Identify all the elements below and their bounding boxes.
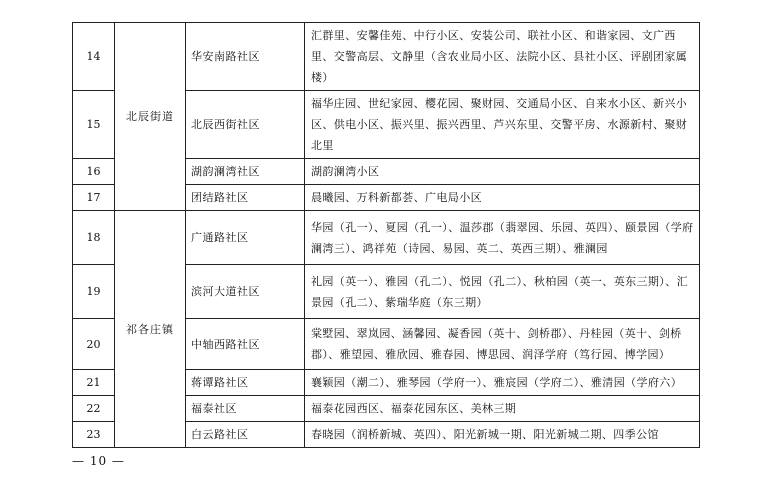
street-name: 祁各庄镇 <box>115 211 186 448</box>
row-number: 20 <box>73 319 115 370</box>
residential-areas: 汇群里、安馨佳苑、中行小区、安装公司、联社小区、和谐家园、文广西里、交警高层、文静里（含农业局小区、法院小区、县社小区、评剧团家属楼） <box>305 23 700 91</box>
community-name: 中轴西路社区 <box>186 319 305 370</box>
community-name: 湖韵澜湾社区 <box>186 159 305 185</box>
row-number: 19 <box>73 265 115 319</box>
community-name: 白云路社区 <box>186 422 305 448</box>
residential-areas: 春晓园（润桥新城、英四）、阳光新城一期、阳光新城二期、四季公馆 <box>305 422 700 448</box>
residential-areas: 福华庄园、世纪家园、樱花园、聚财园、交通局小区、自来水小区、新兴小区、供电小区、振兴里、振兴西里、芦兴东里、交警平房、水源新村、聚财北里 <box>305 91 700 159</box>
community-name: 福泰社区 <box>186 396 305 422</box>
residential-areas: 福泰花园西区、福泰花园东区、美林三期 <box>305 396 700 422</box>
row-number: 23 <box>73 422 115 448</box>
row-number: 22 <box>73 396 115 422</box>
row-number: 15 <box>73 91 115 159</box>
residential-areas: 湖韵澜湾小区 <box>305 159 700 185</box>
community-name: 华安南路社区 <box>186 23 305 91</box>
community-table <box>72 22 700 448</box>
row-number: 17 <box>73 185 115 211</box>
table-row <box>73 211 700 265</box>
community-name: 团结路社区 <box>186 185 305 211</box>
residential-areas: 晨曦园、万科新都荟、广电局小区 <box>305 185 700 211</box>
community-name: 广通路社区 <box>186 211 305 265</box>
row-number: 16 <box>73 159 115 185</box>
community-name: 滨河大道社区 <box>186 265 305 319</box>
community-name: 北辰西街社区 <box>186 91 305 159</box>
residential-areas: 礼园（英一）、雅园（孔二）、悦园（孔二）、秋柏园（英一、英东三期）、汇景园（孔二）、紫瑞华庭（东三期） <box>305 265 700 319</box>
table-row <box>73 23 700 91</box>
row-number: 14 <box>73 23 115 91</box>
page-number: — 10 — <box>72 454 125 468</box>
community-name: 蒋谭路社区 <box>186 370 305 396</box>
row-number: 18 <box>73 211 115 265</box>
street-name: 北辰街道 <box>115 23 186 211</box>
residential-areas: 华园（孔一）、夏园（孔一）、温莎郡（翡翠园、乐园、英四）、颐景园（学府澜湾三）、鸿祥苑（诗园、易园、英二、英西三期）、雅澜园 <box>305 211 700 265</box>
residential-areas: 棠墅园、翠岚园、涵馨园、凝香园（英十、剑桥郡）、丹桂园（英十、剑桥郡）、雅望园、雅欣园、雅春园、博思园、润泽学府（笃行园、博学园） <box>305 319 700 370</box>
residential-areas: 襄颖园（潮二）、雅琴园（学府一）、雅宸园（学府二）、雅清园（学府六） <box>305 370 700 396</box>
row-number: 21 <box>73 370 115 396</box>
